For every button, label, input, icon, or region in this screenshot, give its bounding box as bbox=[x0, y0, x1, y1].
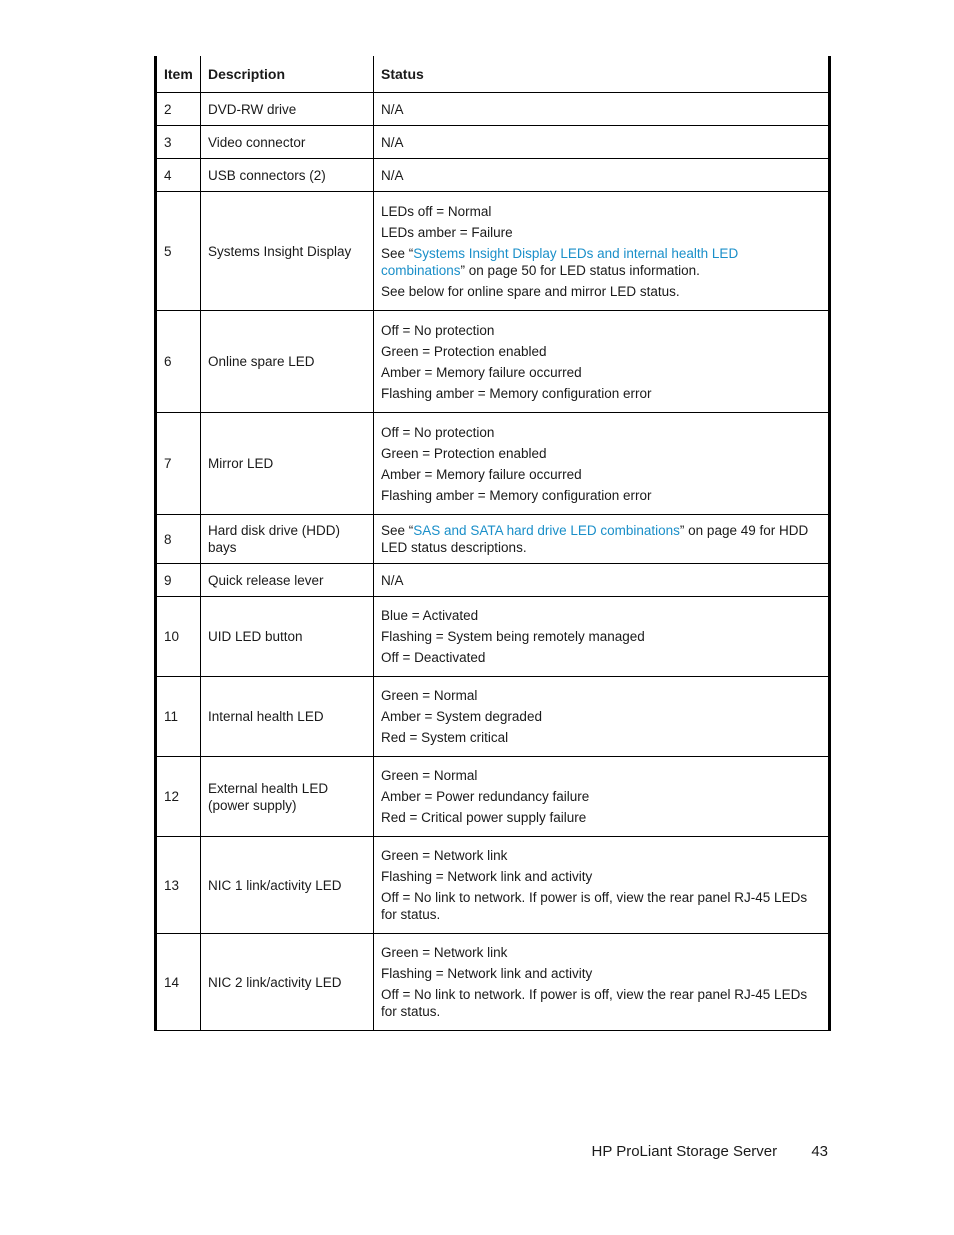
table-header bbox=[156, 56, 830, 93]
table-row bbox=[156, 934, 830, 1031]
status-text: See below for online spare and mirror LED status. bbox=[381, 283, 680, 299]
table-row bbox=[156, 837, 830, 934]
description-cell: Online spare LED bbox=[201, 311, 374, 413]
status-text: Flashing amber = Memory configuration error bbox=[381, 487, 652, 503]
status-text: Red = System critical bbox=[381, 730, 509, 745]
status-line bbox=[381, 628, 821, 645]
status-cell bbox=[374, 126, 830, 159]
status-line bbox=[381, 965, 821, 982]
status-line bbox=[381, 134, 821, 151]
status-text: ” on page 49 for HDD LED status descriptions. bbox=[381, 523, 809, 555]
table-body bbox=[156, 93, 830, 1031]
status-line bbox=[381, 385, 821, 402]
status-cell bbox=[374, 93, 830, 126]
status-text: Amber = Memory failure occurred bbox=[381, 466, 582, 482]
status-line bbox=[381, 167, 821, 184]
status-line bbox=[381, 466, 821, 483]
status-line bbox=[381, 847, 821, 864]
item-cell: 10 bbox=[156, 597, 201, 677]
status-line bbox=[381, 245, 821, 279]
header-description: Description bbox=[201, 56, 374, 93]
header-row bbox=[156, 56, 830, 93]
description-cell: Internal health LED bbox=[201, 677, 374, 757]
status-line bbox=[381, 889, 821, 923]
status-text: N/A bbox=[381, 101, 404, 117]
status-text: N/A bbox=[381, 167, 404, 183]
status-text: Green = Normal bbox=[381, 768, 478, 783]
table-row bbox=[156, 311, 830, 413]
status-text: Green = Network link bbox=[381, 945, 508, 960]
status-line bbox=[381, 522, 821, 556]
status-cell bbox=[374, 597, 830, 677]
status-text: LEDs off = Normal bbox=[381, 203, 492, 219]
status-line bbox=[381, 224, 821, 241]
cross-reference-link[interactable]: Systems Insight Display LEDs and internal health LED combinations bbox=[381, 245, 739, 278]
status-text: N/A bbox=[381, 134, 404, 150]
status-text: Blue = Activated bbox=[381, 608, 479, 623]
status-line bbox=[381, 767, 821, 784]
status-text: Flashing = Network link and activity bbox=[381, 966, 593, 981]
status-line bbox=[381, 487, 821, 504]
table-row bbox=[156, 677, 830, 757]
item-cell: 8 bbox=[156, 515, 201, 564]
status-line bbox=[381, 364, 821, 381]
status-line bbox=[381, 424, 821, 441]
item-cell: 11 bbox=[156, 677, 201, 757]
status-text: Amber = Memory failure occurred bbox=[381, 364, 582, 380]
table-row bbox=[156, 515, 830, 564]
table-row bbox=[156, 192, 830, 311]
status-cell bbox=[374, 677, 830, 757]
item-cell: 5 bbox=[156, 192, 201, 311]
item-cell: 9 bbox=[156, 564, 201, 597]
table-row bbox=[156, 159, 830, 192]
status-line bbox=[381, 986, 821, 1020]
item-cell: 6 bbox=[156, 311, 201, 413]
led-status-table bbox=[154, 56, 831, 1031]
status-text: Green = Network link bbox=[381, 848, 508, 863]
status-text: See “ bbox=[381, 245, 414, 261]
status-cell bbox=[374, 192, 830, 311]
item-cell: 4 bbox=[156, 159, 201, 192]
status-text: Green = Protection enabled bbox=[381, 445, 547, 461]
status-cell bbox=[374, 159, 830, 192]
item-cell: 14 bbox=[156, 934, 201, 1031]
status-text: Off = No link to network. If power is off, view the rear panel RJ-45 LEDs for status. bbox=[381, 987, 808, 1019]
status-text: Flashing = Network link and activity bbox=[381, 869, 593, 884]
item-cell: 12 bbox=[156, 757, 201, 837]
item-cell: 2 bbox=[156, 93, 201, 126]
status-line bbox=[381, 322, 821, 339]
status-line bbox=[381, 809, 821, 826]
status-text: Green = Protection enabled bbox=[381, 343, 547, 359]
status-line bbox=[381, 101, 821, 118]
description-cell: Hard disk drive (HDD) bays bbox=[201, 515, 374, 564]
status-text: N/A bbox=[381, 572, 404, 588]
status-line bbox=[381, 203, 821, 220]
status-cell bbox=[374, 311, 830, 413]
status-line bbox=[381, 283, 821, 300]
description-cell: Video connector bbox=[201, 126, 374, 159]
status-line bbox=[381, 788, 821, 805]
status-text: LEDs amber = Failure bbox=[381, 224, 513, 240]
status-text: Green = Normal bbox=[381, 688, 478, 703]
status-cell bbox=[374, 757, 830, 837]
table-row bbox=[156, 413, 830, 515]
status-text: Off = No link to network. If power is off, view the rear panel RJ-45 LEDs for status. bbox=[381, 890, 808, 922]
status-text: Off = Deactivated bbox=[381, 650, 486, 665]
description-cell: UID LED button bbox=[201, 597, 374, 677]
status-cell bbox=[374, 934, 830, 1031]
status-cell bbox=[374, 515, 830, 564]
status-line bbox=[381, 729, 821, 746]
description-cell: NIC 2 link/activity LED bbox=[201, 934, 374, 1031]
table-row bbox=[156, 564, 830, 597]
table-row bbox=[156, 597, 830, 677]
status-text: Red = Critical power supply failure bbox=[381, 810, 587, 825]
footer-title: HP ProLiant Storage Server bbox=[591, 1143, 778, 1160]
status-line bbox=[381, 944, 821, 961]
description-cell: Mirror LED bbox=[201, 413, 374, 515]
item-cell: 3 bbox=[156, 126, 201, 159]
item-cell: 7 bbox=[156, 413, 201, 515]
status-cell bbox=[374, 413, 830, 515]
status-text: Flashing amber = Memory configuration error bbox=[381, 385, 652, 401]
description-cell: NIC 1 link/activity LED bbox=[201, 837, 374, 934]
description-cell: External health LED (power supply) bbox=[201, 757, 374, 837]
page-footer bbox=[591, 1143, 828, 1160]
table-row bbox=[156, 126, 830, 159]
table-row bbox=[156, 757, 830, 837]
status-text: Flashing = System being remotely managed bbox=[381, 629, 645, 644]
description-cell: Quick release lever bbox=[201, 564, 374, 597]
table-row bbox=[156, 93, 830, 126]
status-cell bbox=[374, 564, 830, 597]
description-cell: DVD-RW drive bbox=[201, 93, 374, 126]
status-line bbox=[381, 572, 821, 589]
status-line bbox=[381, 687, 821, 704]
header-status: Status bbox=[374, 56, 830, 93]
status-text: Amber = System degraded bbox=[381, 709, 542, 724]
header-item: Item bbox=[156, 56, 201, 93]
status-line bbox=[381, 445, 821, 462]
status-line bbox=[381, 343, 821, 360]
status-text: Off = No protection bbox=[381, 322, 495, 338]
status-line bbox=[381, 607, 821, 624]
item-cell: 13 bbox=[156, 837, 201, 934]
status-text: Amber = Power redundancy failure bbox=[381, 789, 590, 804]
description-cell: USB connectors (2) bbox=[201, 159, 374, 192]
status-text: See “ bbox=[381, 523, 414, 538]
status-line bbox=[381, 708, 821, 725]
cross-reference-link[interactable]: SAS and SATA hard drive LED combinations bbox=[413, 523, 680, 538]
status-text: Off = No protection bbox=[381, 424, 495, 440]
status-line bbox=[381, 868, 821, 885]
status-line bbox=[381, 649, 821, 666]
page-number: 43 bbox=[811, 1143, 828, 1160]
description-cell: Systems Insight Display bbox=[201, 192, 374, 311]
status-cell bbox=[374, 837, 830, 934]
status-text: ” on page 50 for LED status information. bbox=[460, 262, 700, 278]
